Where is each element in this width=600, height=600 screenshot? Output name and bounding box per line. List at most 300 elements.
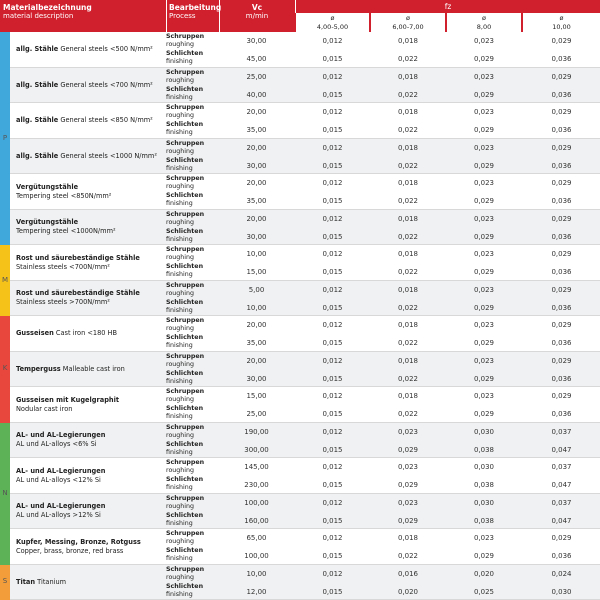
material-name bbox=[16, 423, 171, 459]
material-name-de: Temperguss bbox=[16, 364, 61, 373]
process-label-de: Schlichten bbox=[166, 227, 204, 235]
fz-value: 0,022 bbox=[397, 161, 419, 170]
vc-value: 10,00 bbox=[246, 303, 267, 312]
fz-value: 0,012 bbox=[322, 72, 343, 81]
fz-value: 0,029 bbox=[397, 516, 419, 525]
fz-value: 0,023 bbox=[473, 250, 495, 258]
header-material bbox=[0, 0, 165, 32]
material-name-line bbox=[16, 254, 171, 263]
material-name-line bbox=[16, 502, 171, 511]
diameter-symbol: ø bbox=[559, 14, 564, 22]
process-label-en: finishing bbox=[166, 164, 193, 172]
process-label-de: Schlichten bbox=[166, 192, 204, 199]
process-roughing bbox=[166, 246, 218, 262]
material-name-de: Vergütungstähle bbox=[16, 182, 79, 191]
material-name-line bbox=[16, 183, 171, 192]
fz-value: 0,015 bbox=[322, 268, 343, 276]
fz-value: 0,018 bbox=[397, 285, 419, 294]
process-label-en: finishing bbox=[166, 58, 193, 65]
process-finishing bbox=[166, 512, 218, 528]
fz-value: 0,023 bbox=[473, 534, 495, 542]
table-row bbox=[10, 423, 600, 459]
process-label-de: Schruppen bbox=[166, 459, 205, 466]
material-name-de: AL- und AL-Legierungen bbox=[16, 431, 106, 440]
fz-value: 0,029 bbox=[551, 250, 572, 258]
fz-value: 0,029 bbox=[551, 534, 572, 542]
vc-value: 20,00 bbox=[246, 214, 267, 223]
fz-value: 0,038 bbox=[473, 481, 495, 489]
diameter-range: 4,00-5,00 bbox=[316, 23, 349, 31]
table-row bbox=[10, 458, 600, 494]
vc-value: 10,00 bbox=[246, 569, 267, 578]
material-name-en: Malleable cast iron bbox=[60, 364, 125, 373]
fz-value: 0,012 bbox=[322, 250, 343, 258]
material-name-line bbox=[16, 396, 171, 405]
process-label-en: roughing bbox=[166, 396, 195, 403]
material-group-letter: N bbox=[2, 488, 8, 497]
fz-value: 0,029 bbox=[473, 552, 495, 560]
fz-value: 0,036 bbox=[551, 90, 572, 99]
material-name-en: AL und AL-alloys <6% Si bbox=[16, 440, 97, 449]
process-label-en: finishing bbox=[166, 271, 193, 278]
header-fz-col bbox=[523, 13, 600, 32]
vc-value: 10,00 bbox=[246, 250, 267, 258]
material-name-en: Tempering steel <1000N/mm² bbox=[16, 227, 116, 236]
fz-value: 0,029 bbox=[473, 197, 495, 205]
process-label-de: Schlichten bbox=[166, 405, 204, 412]
vc-value: 100,00 bbox=[244, 552, 269, 560]
vc-value: 100,00 bbox=[244, 498, 269, 507]
process-label-en: roughing bbox=[166, 183, 195, 190]
fz-value: 0,023 bbox=[473, 392, 495, 400]
process-label-en: finishing bbox=[166, 93, 193, 101]
vc-value: 20,00 bbox=[246, 356, 267, 365]
fz-value: 0,023 bbox=[473, 285, 495, 294]
fz-value: 0,018 bbox=[397, 356, 419, 365]
process-finishing bbox=[166, 441, 218, 457]
vc-value: 190,00 bbox=[244, 427, 269, 436]
header-fz: fz bbox=[295, 0, 600, 13]
process-label-en: finishing bbox=[166, 448, 193, 456]
fz-value: 0,029 bbox=[397, 445, 419, 454]
fz-value: 0,015 bbox=[322, 410, 343, 418]
process-label-de: Schruppen bbox=[166, 388, 205, 395]
process-label-en: finishing bbox=[166, 590, 193, 598]
process-label-de: Schruppen bbox=[166, 33, 205, 40]
fz-value: 0,015 bbox=[322, 481, 343, 489]
process-label-de: Schlichten bbox=[166, 582, 204, 590]
table-row bbox=[10, 32, 600, 68]
material-group-letter: S bbox=[2, 577, 8, 586]
vc-value: 65,00 bbox=[246, 534, 267, 542]
material-name-en: General steels <500 N/mm² bbox=[58, 45, 153, 54]
fz-value: 0,022 bbox=[397, 552, 419, 560]
process-roughing bbox=[166, 353, 218, 369]
fz-value: 0,012 bbox=[322, 356, 343, 365]
diameter-symbol: ø bbox=[406, 14, 410, 22]
vc-value: 160,00 bbox=[244, 516, 269, 525]
process-label-de: Schlichten bbox=[166, 156, 204, 164]
fz-value: 0,022 bbox=[397, 374, 419, 383]
process-label-de: Schruppen bbox=[166, 494, 205, 502]
process-roughing bbox=[166, 495, 218, 511]
header-vc bbox=[219, 0, 294, 32]
material-name-en: Stainless steels >700N/mm² bbox=[16, 298, 110, 307]
fz-value: 0,012 bbox=[322, 427, 343, 436]
fz-value: 0,022 bbox=[397, 55, 419, 63]
fz-value: 0,047 bbox=[551, 516, 572, 525]
fz-value: 0,036 bbox=[551, 197, 572, 205]
fz-value: 0,015 bbox=[322, 516, 343, 525]
fz-value: 0,037 bbox=[551, 427, 572, 436]
fz-value: 0,018 bbox=[397, 143, 419, 152]
process-label-en: finishing bbox=[166, 413, 193, 420]
process-label-de: Schruppen bbox=[166, 530, 205, 537]
process-label-de: Schlichten bbox=[166, 263, 204, 270]
process-label-en: roughing bbox=[166, 147, 195, 155]
fz-value: 0,023 bbox=[473, 321, 495, 329]
fz-value: 0,012 bbox=[322, 392, 343, 400]
fz-value: 0,012 bbox=[322, 498, 343, 507]
fz-value: 0,030 bbox=[473, 463, 495, 471]
material-name bbox=[16, 245, 171, 281]
fz-value: 0,018 bbox=[397, 37, 419, 45]
process-roughing bbox=[166, 175, 218, 191]
process-finishing bbox=[166, 405, 218, 421]
process-label-de: Schruppen bbox=[166, 246, 205, 253]
process-label-en: finishing bbox=[166, 377, 193, 385]
table-row bbox=[10, 245, 600, 281]
fz-value: 0,029 bbox=[473, 268, 495, 276]
process-label-en: roughing bbox=[166, 76, 195, 84]
material-group-letter: M bbox=[1, 275, 9, 284]
fz-value: 0,023 bbox=[473, 356, 495, 365]
process-roughing bbox=[166, 388, 218, 404]
process-label-en: roughing bbox=[166, 41, 195, 48]
fz-value: 0,012 bbox=[322, 569, 343, 578]
fz-value: 0,023 bbox=[473, 214, 495, 223]
material-name-line bbox=[16, 81, 171, 90]
fz-value: 0,015 bbox=[322, 55, 343, 63]
fz-value: 0,023 bbox=[473, 72, 495, 81]
fz-value: 0,036 bbox=[551, 410, 572, 418]
table-row bbox=[10, 68, 600, 104]
vc-value: 40,00 bbox=[246, 90, 267, 99]
fz-value: 0,029 bbox=[473, 90, 495, 99]
material-name-en: Titanium bbox=[35, 577, 67, 586]
process-finishing bbox=[166, 299, 218, 315]
process-label-en: roughing bbox=[166, 538, 195, 545]
material-name bbox=[16, 494, 171, 530]
process-finishing bbox=[166, 192, 218, 208]
fz-value: 0,015 bbox=[322, 445, 343, 454]
material-name bbox=[16, 68, 171, 104]
material-name-de: AL- und AL-Legierungen bbox=[16, 466, 106, 475]
fz-value: 0,018 bbox=[397, 108, 419, 116]
material-name-line bbox=[16, 289, 171, 298]
header-process-en: Process bbox=[169, 12, 196, 20]
process-label-en: roughing bbox=[166, 360, 195, 368]
process-label-en: roughing bbox=[166, 573, 195, 581]
material-name-line bbox=[16, 467, 171, 476]
fz-value: 0,029 bbox=[551, 321, 572, 329]
vc-value: 230,00 bbox=[244, 481, 269, 489]
fz-value: 0,023 bbox=[473, 143, 495, 152]
vc-value: 300,00 bbox=[244, 445, 269, 454]
material-name-en: AL und AL-alloys <12% Si bbox=[16, 475, 101, 484]
material-name-de: AL- und AL-Legierungen bbox=[16, 502, 106, 511]
fz-value: 0,015 bbox=[322, 374, 343, 383]
process-finishing bbox=[166, 50, 218, 66]
fz-value: 0,038 bbox=[473, 445, 495, 454]
process-label-de: Schruppen bbox=[166, 139, 205, 147]
fz-value: 0,022 bbox=[397, 339, 419, 347]
fz-value: 0,023 bbox=[397, 427, 419, 436]
fz-value: 0,022 bbox=[397, 303, 419, 312]
fz-value: 0,012 bbox=[322, 143, 343, 152]
fz-value: 0,029 bbox=[473, 126, 495, 134]
material-group-strip bbox=[0, 423, 10, 565]
table-row bbox=[10, 210, 600, 246]
vc-value: 30,00 bbox=[246, 161, 267, 170]
material-name-en: Stainless steels <700N/mm² bbox=[16, 262, 110, 271]
fz-value: 0,036 bbox=[551, 268, 572, 276]
process-label-de: Schruppen bbox=[166, 68, 205, 76]
process-label-en: roughing bbox=[166, 289, 195, 297]
fz-value: 0,029 bbox=[551, 72, 572, 81]
material-name-line bbox=[16, 538, 171, 547]
process-label-en: roughing bbox=[166, 254, 195, 261]
fz-value: 0,018 bbox=[397, 534, 419, 542]
material-name-de: Gusseisen bbox=[16, 329, 54, 338]
process-label-de: Schlichten bbox=[166, 50, 204, 57]
fz-value: 0,029 bbox=[551, 356, 572, 365]
fz-value: 0,036 bbox=[551, 303, 572, 312]
vc-value: 12,00 bbox=[246, 587, 267, 596]
table-row bbox=[10, 352, 600, 388]
material-group-strip bbox=[0, 316, 10, 423]
material-name-de: allg. Stähle bbox=[16, 116, 59, 125]
fz-value: 0,024 bbox=[551, 569, 572, 578]
process-label-de: Schruppen bbox=[166, 352, 205, 360]
process-roughing bbox=[166, 69, 218, 85]
vc-value: 35,00 bbox=[246, 197, 267, 205]
material-name-en: General steels <850 N/mm² bbox=[58, 116, 153, 125]
fz-value: 0,029 bbox=[473, 232, 495, 241]
material-name-de: Vergütungstähle bbox=[16, 218, 79, 227]
material-name-line bbox=[16, 152, 171, 161]
fz-value: 0,038 bbox=[473, 516, 495, 525]
process-label-en: roughing bbox=[166, 218, 195, 226]
fz-value: 0,029 bbox=[551, 143, 572, 152]
table-row bbox=[10, 529, 600, 565]
material-name-line bbox=[16, 431, 171, 440]
process-label-de: Schruppen bbox=[166, 565, 205, 573]
fz-value: 0,022 bbox=[397, 90, 419, 99]
header-material-de: Materialbezeichnung bbox=[3, 3, 92, 12]
header-material-en: material description bbox=[3, 12, 74, 20]
fz-value: 0,016 bbox=[397, 569, 419, 578]
process-label-en: roughing bbox=[166, 467, 195, 474]
fz-value: 0,018 bbox=[397, 250, 419, 258]
fz-value: 0,022 bbox=[397, 126, 419, 134]
material-name-line bbox=[16, 218, 171, 227]
fz-value: 0,030 bbox=[473, 427, 495, 436]
material-name-de: allg. Stähle bbox=[16, 45, 59, 54]
material-name bbox=[16, 387, 171, 423]
material-name-line bbox=[16, 329, 171, 338]
material-name-en: Tempering steel <850N/mm² bbox=[16, 191, 112, 200]
material-name-line bbox=[16, 116, 171, 125]
process-label-de: Schruppen bbox=[166, 175, 205, 182]
material-group-strip bbox=[0, 32, 10, 245]
material-name-line bbox=[16, 45, 171, 54]
fz-value: 0,015 bbox=[322, 552, 343, 560]
table-row bbox=[10, 565, 600, 600]
fz-value: 0,015 bbox=[322, 587, 343, 596]
fz-value: 0,029 bbox=[551, 179, 572, 187]
fz-value: 0,029 bbox=[551, 108, 572, 116]
fz-value: 0,047 bbox=[551, 445, 572, 454]
fz-value: 0,029 bbox=[551, 392, 572, 400]
material-group-letter: K bbox=[2, 364, 8, 373]
process-finishing bbox=[166, 86, 218, 102]
fz-value: 0,025 bbox=[473, 587, 495, 596]
header-process-de: Bearbeitung bbox=[169, 3, 222, 12]
fz-value: 0,015 bbox=[322, 197, 343, 205]
diameter-range: 6,00-7,00 bbox=[392, 23, 424, 31]
fz-value: 0,029 bbox=[473, 374, 495, 383]
process-label-de: Schlichten bbox=[166, 476, 204, 483]
vc-value: 5,00 bbox=[248, 285, 265, 294]
fz-value: 0,018 bbox=[397, 392, 419, 400]
fz-value: 0,029 bbox=[473, 161, 495, 170]
material-name bbox=[16, 174, 171, 210]
process-finishing bbox=[166, 228, 218, 244]
process-roughing bbox=[166, 530, 218, 546]
fz-value: 0,029 bbox=[473, 410, 495, 418]
process-roughing bbox=[166, 317, 218, 333]
header-fz-col bbox=[371, 13, 445, 32]
material-name-en: General steels <1000 N/mm² bbox=[58, 151, 158, 160]
table-row bbox=[10, 103, 600, 139]
fz-value: 0,029 bbox=[551, 285, 572, 294]
vc-value: 30,00 bbox=[246, 232, 267, 241]
fz-value: 0,029 bbox=[551, 37, 572, 45]
material-name bbox=[16, 458, 171, 494]
process-roughing bbox=[166, 140, 218, 156]
fz-value: 0,030 bbox=[551, 587, 572, 596]
fz-value: 0,018 bbox=[397, 72, 419, 81]
fz-value: 0,029 bbox=[397, 481, 419, 489]
fz-value: 0,012 bbox=[322, 214, 343, 223]
header-vc-label: Vc bbox=[251, 3, 263, 12]
fz-value: 0,020 bbox=[397, 587, 419, 596]
fz-value: 0,023 bbox=[473, 179, 495, 187]
vc-value: 25,00 bbox=[246, 410, 267, 418]
material-name-en: General steels <700 N/mm² bbox=[58, 80, 153, 89]
material-name-de: Gusseisen mit Kugelgraphit bbox=[16, 395, 120, 404]
vc-value: 20,00 bbox=[246, 179, 267, 187]
vc-value: 30,00 bbox=[246, 37, 267, 45]
material-name bbox=[16, 352, 171, 388]
fz-value: 0,015 bbox=[322, 90, 343, 99]
diameter-symbol: ø bbox=[330, 14, 335, 22]
fz-value: 0,015 bbox=[322, 339, 343, 347]
process-label-en: finishing bbox=[166, 200, 193, 207]
material-name bbox=[16, 316, 171, 352]
material-name-en: Nodular cast iron bbox=[16, 404, 73, 413]
fz-value: 0,018 bbox=[397, 214, 419, 223]
fz-value: 0,036 bbox=[551, 161, 572, 170]
process-roughing bbox=[166, 211, 218, 227]
material-name-de: allg. Stähle bbox=[16, 80, 59, 89]
table-row bbox=[10, 387, 600, 423]
process-label-en: finishing bbox=[166, 519, 193, 527]
material-name bbox=[16, 529, 171, 565]
vc-value: 35,00 bbox=[246, 126, 267, 134]
fz-value: 0,012 bbox=[322, 463, 343, 471]
process-label-de: Schlichten bbox=[166, 121, 204, 128]
fz-value: 0,012 bbox=[322, 179, 343, 187]
process-label-en: finishing bbox=[166, 342, 193, 349]
process-label-de: Schruppen bbox=[166, 317, 205, 324]
material-group-letter: P bbox=[2, 133, 8, 142]
process-label-en: finishing bbox=[166, 129, 193, 136]
diameter-range: 8,00 bbox=[476, 23, 492, 31]
material-name-line bbox=[16, 365, 171, 374]
table-row bbox=[10, 139, 600, 175]
diameter-symbol: ø bbox=[482, 14, 486, 22]
fz-value: 0,036 bbox=[551, 374, 572, 383]
header-process bbox=[166, 0, 222, 32]
fz-value: 0,029 bbox=[473, 339, 495, 347]
table-header bbox=[0, 0, 600, 32]
process-label-en: roughing bbox=[166, 112, 195, 119]
process-roughing bbox=[166, 282, 218, 298]
process-label-en: roughing bbox=[166, 502, 195, 510]
fz-value: 0,029 bbox=[473, 55, 495, 63]
vc-value: 30,00 bbox=[246, 374, 267, 383]
header-fz-col bbox=[447, 13, 521, 32]
fz-value: 0,036 bbox=[551, 232, 572, 241]
fz-value: 0,022 bbox=[397, 232, 419, 241]
fz-value: 0,022 bbox=[397, 268, 419, 276]
material-name bbox=[16, 565, 171, 600]
process-finishing bbox=[166, 476, 218, 492]
process-label-de: Schruppen bbox=[166, 104, 205, 111]
fz-value: 0,023 bbox=[473, 108, 495, 116]
vc-value: 25,00 bbox=[246, 72, 267, 81]
process-finishing bbox=[166, 121, 218, 137]
process-label-en: finishing bbox=[166, 555, 193, 562]
fz-value: 0,022 bbox=[397, 410, 419, 418]
fz-value: 0,015 bbox=[322, 161, 343, 170]
process-label-de: Schruppen bbox=[166, 423, 205, 431]
material-name bbox=[16, 103, 171, 139]
process-label-de: Schlichten bbox=[166, 511, 204, 519]
process-label-de: Schlichten bbox=[166, 369, 204, 377]
header-fz-col bbox=[296, 13, 369, 32]
process-roughing bbox=[166, 104, 218, 120]
material-name-en: Cast iron <180 HB bbox=[53, 329, 118, 338]
table-row bbox=[10, 316, 600, 352]
material-name bbox=[16, 210, 171, 246]
diameter-range: 10,00 bbox=[552, 23, 571, 31]
fz-value: 0,023 bbox=[397, 498, 419, 507]
fz-value: 0,018 bbox=[397, 179, 419, 187]
header-vc-unit: m/min bbox=[245, 12, 269, 20]
